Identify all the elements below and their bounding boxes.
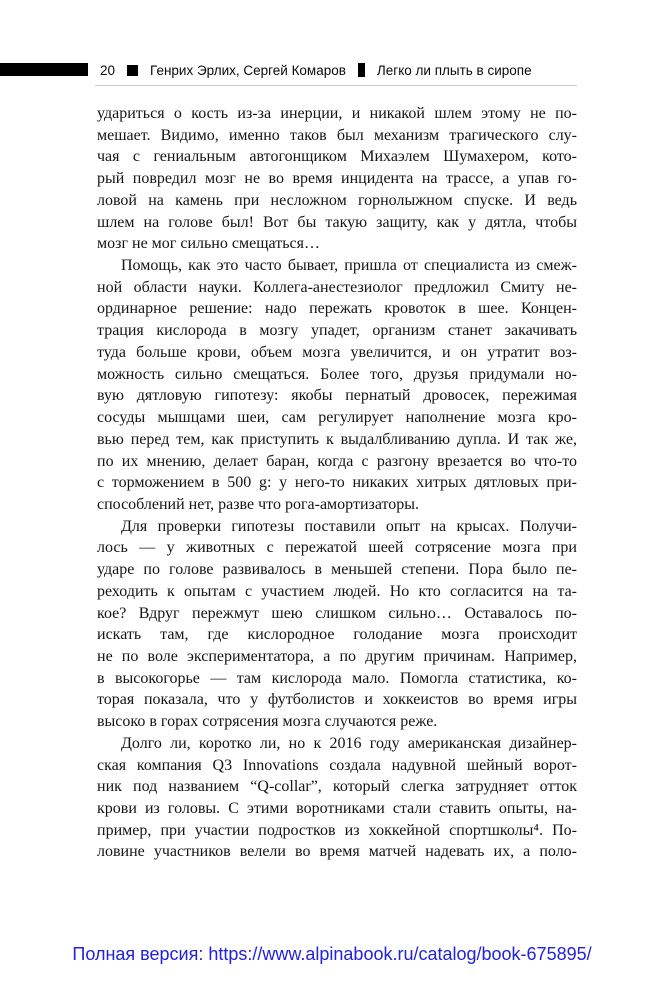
text-line: чая с гениальным автогонщиком Михаэлем Шумахером, кото- — [97, 148, 577, 166]
text-line: ударе по голове развивалось в меньшей степени. Пора было пе- — [97, 561, 577, 579]
paragraph — [97, 733, 577, 863]
page-body — [97, 103, 577, 863]
text-line: по их мнению, делает баран, когда с разгону врезается во что-то — [97, 452, 577, 470]
text-line: Для проверки гипотезы поставили опыт на крысах. Получи- — [121, 517, 577, 535]
text-line: искать там, где кислородное голодание мозга происходит — [97, 626, 577, 644]
text-line: крови из головы. С этими воротниками стали ставить опыты, на- — [97, 800, 577, 817]
running-header — [0, 62, 664, 78]
text-line: Долго ли, коротко ли, но к 2016 году американская дизайнер- — [121, 734, 577, 752]
separator-square-icon — [127, 65, 138, 76]
text-line: рый повредил мозг не во время инцидента на трассе, а упав го- — [97, 170, 577, 188]
text-line: ник под названием “Q-collar”, который слегка затрудняет отток — [97, 778, 577, 796]
text-line: мозг не мог сильно смещаться… — [97, 235, 320, 253]
text-line: способлений нет, разве что рога-амортизаторы. — [97, 495, 420, 513]
header-edge-bar-icon — [0, 63, 88, 76]
text-line: вую дятловую гипотезу: якобы пернатый дровосек, пережимая — [97, 387, 577, 405]
text-line: пример, при участии подростков из хоккейной спортшколы⁴. По- — [97, 821, 577, 839]
text-line: Помощь, как это часто бывает, пришла от специалиста из смеж- — [121, 257, 577, 275]
text-line: ская компания Q3 Innovations создала надувной шейный ворот- — [97, 756, 577, 774]
footer-label: Полная версия: — [72, 944, 204, 964]
paragraph — [97, 103, 577, 255]
paragraph — [97, 516, 577, 733]
footer — [0, 942, 664, 966]
text-line: в высокогорье — там кислорода мало. Помогла статистика, ко- — [97, 669, 577, 687]
text-line: можность сильно смещаться. Более того, друзья придумали но- — [97, 365, 577, 383]
text-line: ловине участников велели во время матчей надевать их, а поло- — [97, 843, 577, 861]
text-line: не по воле экспериментатора, а по другим причинам. Например, — [97, 647, 577, 665]
paragraph — [97, 255, 577, 516]
text-line: ловой на камень при несложном горнолыжном спуске. И ведь — [97, 191, 577, 209]
footer-url-link[interactable]: https://www.alpinabook.ru/catalog/book-675895/ — [208, 944, 592, 964]
text-line: мешает. Видимо, именно таков был механизм трагического слу- — [97, 126, 577, 144]
text-line: высоко в горах сотрясения мозга случаются реже. — [97, 713, 438, 731]
text-line: торая показала, что у футболистов и хоккеистов во время игры — [97, 691, 577, 709]
text-line: реходить к опытам с участием людей. Но кто согласится на та- — [97, 582, 577, 600]
text-line: шлем на голове был! Вот бы такую защиту, как у дятла, чтобы — [97, 213, 577, 231]
header-book-title: Легко ли плыть в сиропе — [376, 62, 532, 78]
header-rule — [95, 85, 577, 86]
text-line: сосуды мышцами шеи, сам регулирует наполнение мозга кро- — [97, 409, 577, 427]
text-line: удариться о кость из-за инерции, и никакой шлем этому не по- — [97, 105, 577, 122]
text-line: кое? Вдруг пережмут шею слишком сильно… Оставалось по- — [97, 604, 577, 622]
text-line: ной области науки. Коллега-анестезиолог предложил Смиту не- — [97, 278, 577, 296]
header-content — [100, 62, 532, 78]
text-line: трация кислорода в мозгу упадет, организм станет закачивать — [97, 322, 577, 340]
text-line: с торможением в 500 g: у него-то никаких хитрых дятловых при- — [97, 474, 577, 492]
separator-bar-icon — [358, 63, 365, 77]
header-authors: Генрих Эрлих, Сергей Комаров — [150, 62, 346, 78]
page-number: 20 — [100, 62, 116, 78]
text-line: туда больше крови, объем мозга увеличится, и он утратит воз- — [97, 343, 577, 361]
text-line: вью перед тем, как приступить к выдалбливанию дупла. И так же, — [97, 430, 577, 448]
text-line: лось — у животных с пережатой шеей сотрясение мозга при — [97, 539, 577, 557]
text-line: ординарное решение: надо пережать кровоток в шее. Концен- — [97, 300, 577, 318]
